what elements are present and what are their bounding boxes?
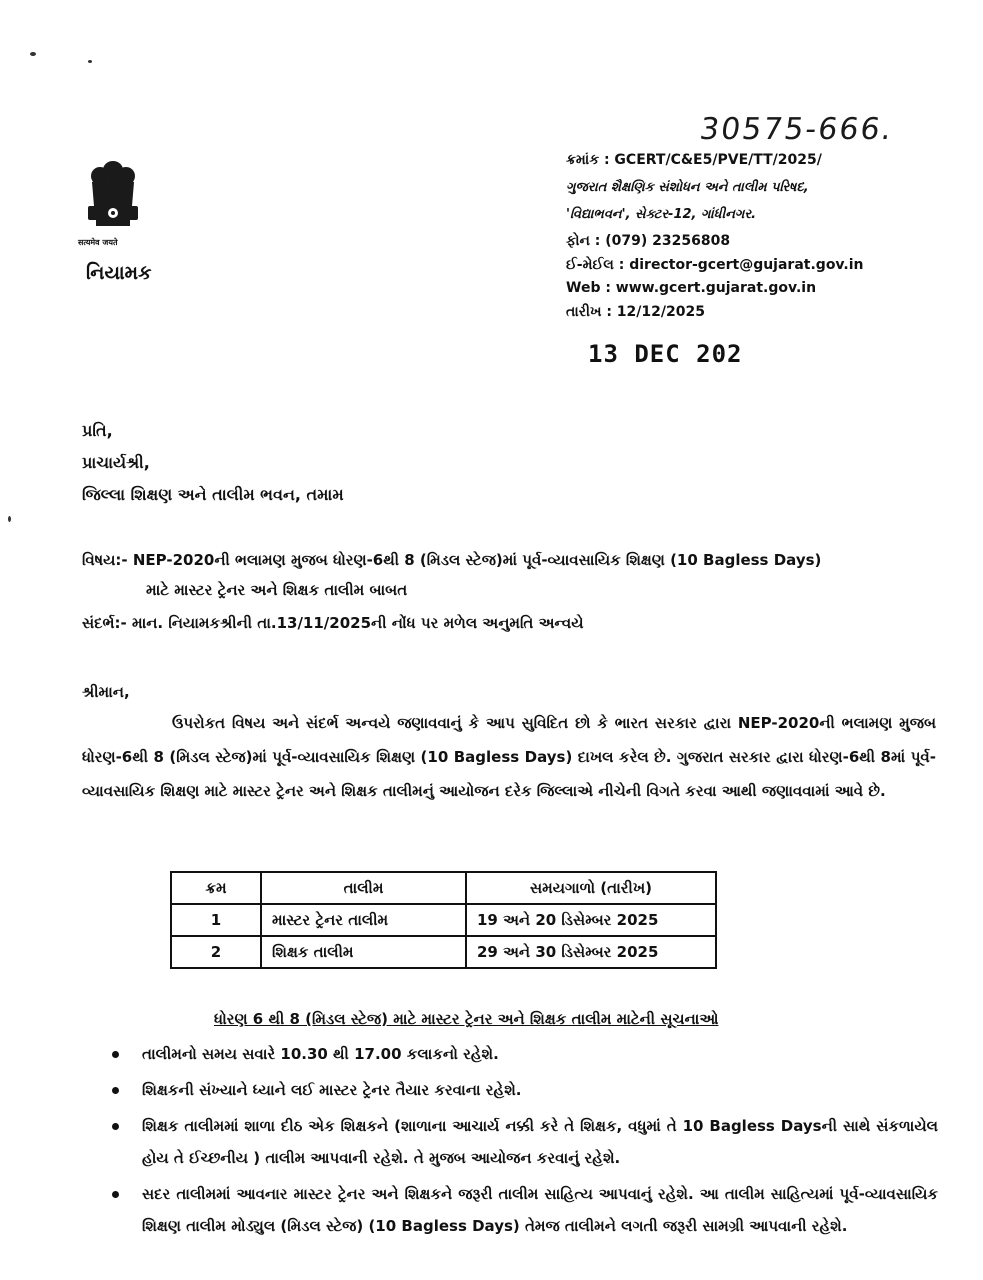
column-header-serial: ક્રમ: [171, 872, 261, 904]
website: Web : www.gcert.gujarat.gov.in: [566, 280, 817, 296]
cell-serial: 1: [171, 904, 261, 936]
cell-period: 19 અને 20 ડિસેમ્બર 2025: [466, 904, 716, 936]
recipient-prefix: પ્રતિ,: [82, 421, 113, 440]
bullet-icon: [112, 1191, 119, 1198]
bullet-icon: [112, 1087, 119, 1094]
table-row: [171, 936, 716, 968]
bullet-icon: [112, 1051, 119, 1058]
instruction-text: શિક્ષકની સંખ્યાને ધ્યાને લઈ માસ્ટર ટ્રેનર તૈયાર કરવાના રહેશે.: [142, 1081, 522, 1099]
table-row: [171, 904, 716, 936]
list-item: [112, 1038, 938, 1070]
list-item: [112, 1178, 938, 1242]
cell-period: 29 અને 30 ડિસેમ્બર 2025: [466, 936, 716, 968]
email-address: ઈ-મેઈલ : director-gcert@gujarat.gov.in: [566, 257, 864, 273]
table-header-row: [171, 872, 716, 904]
column-header-training: તાલીમ: [261, 872, 466, 904]
cell-training: માસ્ટર ટ્રેનર તાલીમ: [261, 904, 466, 936]
reference-line: સંદર્ભ:- માન. નિયામકશ્રીની તા.13/11/2025ની નોંધ પર મળેલ અનુમતિ અન્વયે: [82, 614, 584, 632]
list-item: [112, 1074, 938, 1106]
instruction-text: તાલીમનો સમય સવારે 10.30 થી 17.00 કલાકનો રહેશે.: [142, 1045, 499, 1063]
office-title: નિયામક: [86, 262, 152, 284]
instruction-text: સદર તાલીમમાં આવનાર માસ્ટર ટ્રેનર અને શિક્ષકને જરૂરી તાલીમ સાહિત્ય આપવાનું રહેશે. આ તાલીમ સાહિત્યમાં પૂર્વ-વ્યાવસાયિક શિક્ષણ તાલીમ મોડ્યુલ (મિડલ સ્ટેજ) (10 Bagless Days) તેમજ તાલીમને લગતી જરૂરી સામગ્રી આપવાની રહેશે.: [142, 1185, 938, 1235]
salutation: શ્રીમાન,: [82, 683, 130, 701]
subject-line: વિષય:- NEP-2020ની ભલામણ મુજબ ધોરણ-6થી 8 (મિડલ સ્ટેજ)માં પૂર્વ-વ્યાવસાયિક શિક્ષણ (10 Bagless Days): [82, 551, 822, 569]
scan-speck: [30, 52, 36, 56]
body-paragraph: ઉપરોકત વિષય અને સંદર્ભ અન્વયે જણાવવાનું કે આપ સુવિદિત છો કે ભારત સરકાર દ્વારા NEP-2020ની ભલામણ મુજબ ધોરણ-6થી 8 (મિડલ સ્ટેજ)માં પૂર્વ-વ્યાવસાયિક શિક્ષણ (10 Bagless Days) દાખલ કરેલ છે. ગુજરાત સરકાર દ્વારા ધોરણ-6થી 8માં પૂર્વ-વ્યાવસાયિક શિક્ષણ માટે માસ્ટર ટ્રેનર અને શિક્ષક તાલીમનું આયોજન દરેક જિલ્લાએ નીચેની વિગતે કરવા આથી જણાવવામાં આવે છે.: [82, 714, 936, 800]
ashoka-emblem-icon: [78, 148, 148, 248]
instruction-text: શિક્ષક તાલીમમાં શાળા દીઠ એક શિક્ષકને (શાળાના આચાર્ય નક્કી કરે તે શિક્ષક, વધુમાં તે 10 Bagless Daysની સાથે સંકળાયેલ હોય તે ઈચ્છનીય ) તાલીમ આપવાની રહેશે. તે મુજબ આયોજન કરવાનું રહેશે.: [142, 1117, 938, 1167]
state-emblem: [78, 148, 148, 248]
instructions-title: ધોરણ 6 થી 8 (મિડલ સ્ટેજ) માટે માસ્ટર ટ્રેનર અને શિક્ષક તાલીમ માટેની સૂચનાઓ: [214, 1010, 719, 1028]
cell-training: શિક્ષક તાલીમ: [261, 936, 466, 968]
reference-number: ક્રમાંક : GCERT/C&E5/PVE/TT/2025/: [566, 152, 822, 168]
received-date-stamp: 13 DEC 202: [588, 340, 743, 368]
emblem-motto: सत्यमेव जयते: [78, 238, 118, 247]
subject-line-continued: માટે માસ્ટર ટ્રેનર અને શિક્ષક તાલીમ બાબત: [146, 581, 408, 599]
letter-date: તારીખ : 12/12/2025: [566, 304, 705, 320]
recipient-designation: પ્રાચાર્યશ્રી,: [82, 453, 150, 472]
organization-address: 'વિદ્યાભવન', સેક્ટર-12, ગાંધીનગર.: [566, 207, 757, 222]
phone-number: ફોન : (079) 23256808: [566, 233, 731, 249]
instructions-list: [112, 1038, 938, 1246]
handwritten-inward-number: 30575-666.: [697, 112, 896, 147]
bullet-icon: [112, 1123, 119, 1130]
column-header-period: સમયગાળો (તારીખ): [466, 872, 716, 904]
scan-speck: [8, 516, 11, 522]
list-item: [112, 1110, 938, 1174]
cell-serial: 2: [171, 936, 261, 968]
training-schedule-table: [170, 871, 717, 969]
organization-name: ગુજરાત શૈક્ષણિક સંશોધન અને તાલીમ પરિષદ,: [566, 180, 809, 195]
scan-speck: [88, 60, 92, 63]
recipient-office: જિલ્લા શિક્ષણ અને તાલીમ ભવન, તમામ: [82, 485, 344, 504]
